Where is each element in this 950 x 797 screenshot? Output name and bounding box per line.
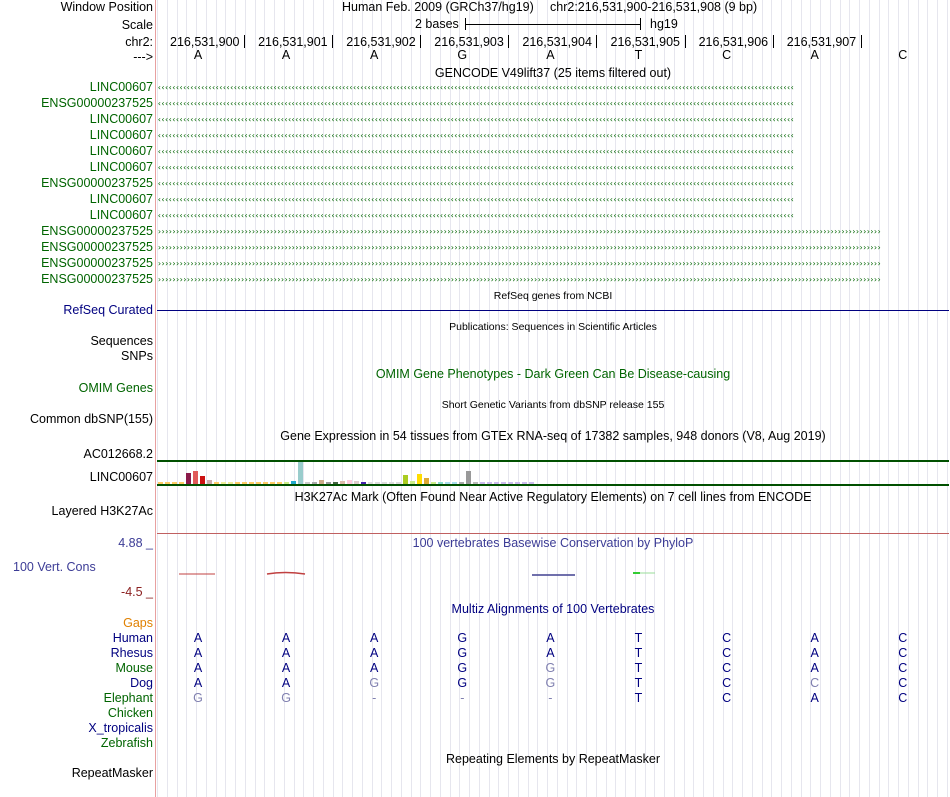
ruler-position-label: 216,531,903: [434, 35, 504, 49]
gtex-gene-line-1: [157, 460, 949, 462]
gencode-transcript-feature[interactable]: [157, 99, 949, 108]
reference-base: G: [457, 48, 468, 62]
aligned-base: G: [457, 631, 468, 645]
aligned-base: A: [193, 661, 203, 675]
scale-label: Scale: [121, 18, 153, 32]
reference-base: A: [193, 48, 203, 62]
ruler-tick: [596, 35, 597, 48]
ruler-tick: [244, 35, 245, 48]
repeatmasker-label[interactable]: RepeatMasker: [71, 766, 153, 780]
gtex-gene-label-2[interactable]: LINC00607: [89, 470, 153, 484]
multiz-track-title[interactable]: Multiz Alignments of 100 Vertebrates: [451, 602, 655, 616]
aligned-base: C: [898, 691, 908, 705]
aligned-base: A: [546, 646, 555, 660]
ruler-tick: [685, 35, 686, 48]
gencode-transcript-label[interactable]: LINC00607: [89, 160, 153, 174]
reference-base: A: [810, 48, 819, 62]
aligned-base: A: [281, 676, 291, 690]
gencode-transcript-label[interactable]: ENSG00000237525: [41, 96, 153, 110]
aligned-base: C: [898, 631, 908, 645]
aligned-base: G: [281, 691, 291, 705]
publications-track-title[interactable]: Publications: Sequences in Scientific Articles: [449, 321, 657, 333]
gencode-transcript-feature[interactable]: [157, 243, 949, 252]
gencode-transcript-feature[interactable]: [157, 131, 949, 140]
assembly-name: Human Feb. 2009 (GRCh37/hg19): [342, 0, 534, 14]
aligned-base: C: [722, 691, 732, 705]
aligned-base: -: [460, 691, 465, 705]
reference-base: C: [722, 48, 732, 62]
h3k27ac-label[interactable]: Layered H3K27Ac: [51, 504, 153, 518]
gencode-transcript-label[interactable]: ENSG00000237525: [41, 224, 153, 238]
species-label[interactable]: Zebrafish: [100, 736, 153, 750]
h3k27ac-baseline: [157, 533, 949, 534]
ruler-tick: [420, 35, 421, 48]
aligned-base: G: [457, 646, 468, 660]
aligned-base: G: [193, 691, 203, 705]
aligned-base: G: [457, 661, 468, 675]
gencode-transcript-feature[interactable]: [157, 147, 949, 156]
ruler-tick: [861, 35, 862, 48]
gencode-transcript-feature[interactable]: [157, 115, 949, 124]
gencode-transcript-label[interactable]: ENSG00000237525: [41, 240, 153, 254]
omim-track-title[interactable]: OMIM Gene Phenotypes - Dark Green Can Be Disease-causing: [375, 367, 731, 381]
aligned-base: A: [810, 661, 819, 675]
gtex-tissue-bar[interactable]: [186, 473, 191, 484]
ruler-tick: [773, 35, 774, 48]
gencode-transcript-feature[interactable]: [157, 275, 949, 284]
gaps-label[interactable]: Gaps: [123, 616, 153, 630]
reference-base: A: [370, 48, 379, 62]
ruler-tick: [508, 35, 509, 48]
scale-bar: [465, 17, 641, 32]
reference-base: A: [281, 48, 291, 62]
gtex-track-title[interactable]: Gene Expression in 54 tissues from GTEx RNA-seq of 17382 samples, 948 donors (V8, Aug 2019): [280, 429, 826, 443]
gtex-tissue-bar[interactable]: [200, 476, 205, 484]
species-label[interactable]: Dog: [130, 676, 153, 690]
refseq-gene-line[interactable]: [157, 310, 949, 311]
aligned-base: -: [548, 691, 553, 705]
position-readout: chr2:216,531,900-216,531,908 (9 bp): [550, 0, 758, 14]
db-name: hg19: [650, 17, 678, 31]
gencode-transcript-label[interactable]: LINC00607: [89, 80, 153, 94]
species-label[interactable]: Chicken: [107, 706, 153, 720]
aligned-base: G: [545, 676, 556, 690]
aligned-base: G: [369, 676, 380, 690]
phylop-signal: [157, 565, 949, 585]
aligned-base: C: [722, 661, 732, 675]
gencode-transcript-label[interactable]: ENSG00000237525: [41, 256, 153, 270]
aligned-base: A: [370, 631, 379, 645]
gencode-transcript-label[interactable]: LINC00607: [89, 112, 153, 126]
reference-base: C: [898, 48, 908, 62]
aligned-base: G: [545, 661, 556, 675]
aligned-base: C: [722, 646, 732, 660]
gencode-transcript-feature[interactable]: [157, 227, 949, 236]
ruler-position-label: 216,531,907: [786, 35, 857, 49]
species-label[interactable]: Mouse: [115, 661, 153, 675]
dbsnp-track-title[interactable]: Short Genetic Variants from dbSNP release 155: [441, 399, 665, 411]
aligned-base: T: [634, 661, 643, 675]
aligned-base: A: [281, 661, 291, 675]
aligned-base: C: [722, 676, 732, 690]
aligned-base: C: [722, 631, 732, 645]
chrom-label: chr2:: [125, 35, 153, 49]
reference-base: A: [546, 48, 555, 62]
species-label[interactable]: Human: [112, 631, 153, 645]
aligned-base: A: [810, 691, 819, 705]
gtex-tissue-bar[interactable]: [466, 471, 471, 484]
gencode-transcript-label[interactable]: ENSG00000237525: [41, 272, 153, 286]
species-label[interactable]: Elephant: [103, 691, 153, 705]
gencode-transcript-feature[interactable]: [157, 211, 949, 220]
label-divider: [155, 0, 156, 797]
aligned-base: T: [634, 676, 643, 690]
aligned-base: A: [281, 631, 291, 645]
gencode-track-title[interactable]: GENCODE V49lift37 (25 items filtered out): [434, 66, 672, 80]
aligned-base: A: [193, 631, 203, 645]
gencode-transcript-feature[interactable]: [157, 179, 949, 188]
repeatmasker-track-title[interactable]: Repeating Elements by RepeatMasker: [445, 752, 660, 766]
gencode-transcript-feature[interactable]: [157, 163, 949, 172]
ruler-position-label: 216,531,906: [698, 35, 769, 49]
aligned-base: A: [281, 646, 291, 660]
h3k27ac-track-title[interactable]: H3K27Ac Mark (Often Found Near Active Regulatory Elements) on 7 cell lines from ENCODE: [294, 490, 812, 504]
ruler-position-label: 216,531,901: [258, 35, 328, 49]
aligned-base: T: [634, 691, 643, 705]
aligned-base: C: [898, 661, 908, 675]
aligned-base: C: [898, 676, 908, 690]
gtex-gene-label-1[interactable]: AC012668.2: [83, 447, 153, 461]
gtex-tissue-bar[interactable]: [417, 474, 422, 484]
reference-base: T: [634, 48, 643, 62]
omim-label[interactable]: OMIM Genes: [78, 381, 153, 395]
gtex-tissue-bar[interactable]: [193, 471, 198, 484]
ruler-position-label: 216,531,905: [610, 35, 681, 49]
phylop-label[interactable]: 100 Vert. Cons: [13, 560, 96, 574]
aligned-base: A: [193, 646, 203, 660]
gencode-transcript-label[interactable]: LINC00607: [89, 144, 153, 158]
gencode-transcript-label[interactable]: ENSG00000237525: [41, 176, 153, 190]
aligned-base: A: [370, 661, 379, 675]
ruler-tick: [332, 35, 333, 48]
aligned-base: -: [372, 691, 377, 705]
refseq-label[interactable]: RefSeq Curated: [63, 303, 153, 317]
gtex-tissue-bar[interactable]: [298, 462, 303, 484]
aligned-base: A: [193, 676, 203, 690]
phylop-min-label: -4.5 _: [121, 585, 153, 599]
gencode-transcript-label[interactable]: LINC00607: [89, 192, 153, 206]
aligned-base: A: [370, 646, 379, 660]
sequences-label[interactable]: Sequences: [90, 334, 153, 348]
species-label[interactable]: X_tropicalis: [88, 721, 153, 735]
window-position-label: Window Position: [60, 0, 153, 14]
phylop-track-title[interactable]: 100 vertebrates Basewise Conservation by PhyloP: [412, 536, 694, 550]
aligned-base: T: [634, 631, 643, 645]
snps-label[interactable]: SNPs: [121, 349, 153, 363]
strand-label: --->: [133, 50, 153, 64]
refseq-track-title[interactable]: RefSeq genes from NCBI: [493, 290, 613, 302]
ruler-position-label: 216,531,904: [522, 35, 592, 49]
ruler-position-label: 216,531,900: [170, 35, 240, 49]
gencode-transcript-feature[interactable]: [157, 195, 949, 204]
aligned-base: C: [810, 676, 820, 690]
aligned-base: A: [546, 631, 555, 645]
ruler-position-label: 216,531,902: [346, 35, 416, 49]
aligned-base: T: [634, 646, 643, 660]
aligned-base: G: [457, 676, 468, 690]
gencode-transcript-label[interactable]: LINC00607: [89, 128, 153, 142]
gencode-transcript-label[interactable]: LINC00607: [89, 208, 153, 222]
aligned-base: A: [810, 631, 819, 645]
aligned-base: A: [810, 646, 819, 660]
gencode-transcript-feature[interactable]: [157, 259, 949, 268]
dbsnp-label[interactable]: Common dbSNP(155): [30, 412, 153, 426]
phylop-max-label: 4.88 _: [118, 536, 153, 550]
aligned-base: C: [898, 646, 908, 660]
scale-value: 2 bases: [415, 17, 459, 31]
gtex-tissue-bar[interactable]: [403, 475, 408, 484]
species-label[interactable]: Rhesus: [110, 646, 153, 660]
gencode-transcript-feature[interactable]: [157, 83, 949, 92]
phylop-segment: [267, 573, 305, 575]
gtex-gene-line-2: [157, 484, 949, 486]
